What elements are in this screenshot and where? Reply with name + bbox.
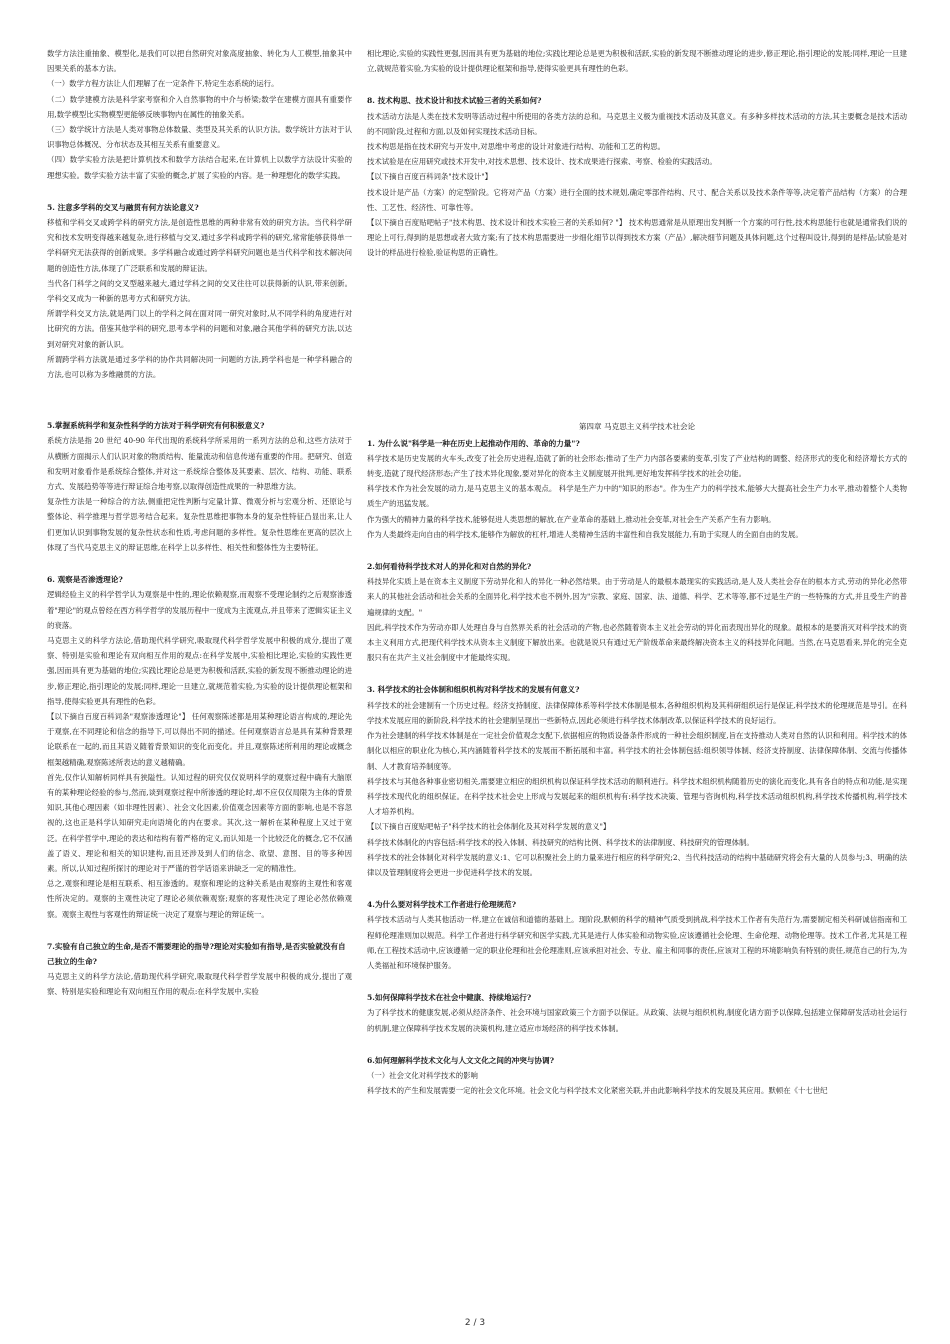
paragraph: 移植和学科交叉或跨学科的研究方法,是创造性思维的两种非常有效的研究方法。当代科学研究和技术发明变得越来越复杂,进行移植与交叉,通过多学科或跨学科的研究,常常能够获得单一学科研究无法获得的创新成果。多学科融合或通过跨学科研究问题也是当代科学和技术解决问题的创造性方法,体现了广泛联系和发展的辩证法。 bbox=[47, 218, 352, 273]
paragraph: 【以下摘自百度贴吧帖子"科学技术的社会体制化及其对科学发展的意义"】 bbox=[367, 822, 611, 832]
question-heading: 5.如何保障科学技术在社会中健康、持续地运行? bbox=[367, 993, 532, 1003]
paragraph: 【以下摘自百度百科词条"观察渗透理论"】 任何观察陈述都是用某种理论语言构成的,理论先于观察,在不同理论和信念的指导下,可以得出不同的描述。任何观察语言总是具有某种背景理论联系在一起的,而且其语义随着背景知识的变化而变化。并且,观察陈述所利用的理论或概念框架越精确,观察陈述所表达的意义越精确。 bbox=[47, 711, 352, 767]
paragraph: 因此,科学技术作为劳动亦即人处理自身与自然界关系的社会活动的产物,也必然随着资本主义社会劳动的异化而表现出异化的现象。最根本的是要消灭对科学技术的资本主义利用方式,把现代科学技术从资本主义制度下解放出来。也就是说只有通过无产阶级革命来最终解决资本主义的科技异化问题。当然,在马克思看来,异化的完全克服只有在共产主义社会制度中才能最终实现。 bbox=[367, 622, 907, 663]
spacer bbox=[367, 665, 907, 682]
paragraph: 科学技术的产生和发展需要一定的社会文化环境。社会文化与科学技术文化紧密关联,并由此影响科学技术的发展及其应用。默顿在《十七世纪 bbox=[367, 1086, 828, 1096]
paragraph: 技术活动方法是人类在技术发明等活动过程中所使用的各类方法的总和。马克思主义极为重视技术活动及其意义。有多种多样技术活动的方法,其主要概念是技术活动的不同阶段,过程和方面,以及如何实现技术活动目标。 bbox=[367, 111, 907, 136]
question-heading: 8. 技术构思、技术设计和技术试验三者的关系如何? bbox=[367, 96, 542, 106]
spacer bbox=[47, 183, 352, 200]
spacer bbox=[47, 382, 352, 418]
paragraph: 【以下摘自百度百科词条"技术设计"】 bbox=[367, 172, 493, 182]
paragraph: 数学方法注重抽象、模型化,是我们可以把自然研究对象高度抽象、转化为人工模型,抽象其中因果关系的基本方法。 bbox=[47, 49, 352, 74]
paragraph: 科学技术活动与人类其他活动一样,建立在诚信和道德的基础上。现阶段,默顿的科学的精神气质受到挑战,科学技术工作者有失范行为,需要制定相关科研诚信指南和工程师伦理准则加以规范。科学工作者进行科学研究和医学实践,尤其是进行人体实验和动物实验,应该遵循社会伦理、生命伦理、动物伦理等。技术工作者,尤其是工程师,在工程技术活动中,应该遵循一定的职业伦理和社会伦理准则,应该承担对社会、专业、雇主和同事的责任,应该对工程的环境影响负有特别的责任,规范自己的行为,为人类福祉和环境保护服务。 bbox=[367, 915, 907, 970]
question-heading: 6. 观察是否渗透理论? bbox=[47, 575, 123, 585]
paragraph: （四）数学实验方法是把计算机技术和数学方法结合起来,在计算机上以数学方法设计实验的理想实验。数学实验方法丰富了实验的概念,扩展了实验的内容。是一种理想化的数学实践。 bbox=[47, 155, 352, 180]
paragraph: 科学技术体制化的内容包括:科学技术的投入体制、科技研究的结构比例、科学技术的法律制度、科技研究的管理体制。 bbox=[367, 837, 754, 847]
paragraph: 当代各门科学之间的交叉型越来越大,通过学科之间的交叉往往可以获得新的认识,带来创新。学科交叉成为一种新的思考方式和研究方法。 bbox=[47, 278, 352, 304]
question-heading: 5.掌握系统科学和复杂性科学的方法对于科学研究有何积极意义? bbox=[47, 421, 265, 431]
spacer bbox=[367, 973, 907, 990]
question-heading: 5. 注意多学科的交叉与融贯有何方法论意义? bbox=[47, 202, 199, 212]
paragraph: 科学技术是历史发展的火车头,改变了社会历史进程,造就了新的社会形态;推动了生产力内部各要素的变革,引发了产业结构的调整、经济形式的变化和经济增长方式的转变,造就了现代经济形态;产生了技术异化现象,要对异化的资本主义制度展开批判,更好地发挥科学技术的社会功能。 bbox=[367, 453, 907, 479]
paragraph: 科学技术的社会体制化对科学发展的意义:1、它可以积聚社会上的力量来进行相应的科学研究;2、当代科技活动的结构中基础研究将会有大量的人员参与;3、明确的法律以及管理制度将会更进一步促进科学技术的发展。 bbox=[367, 852, 907, 877]
paragraph: 逻辑经验主义的科学哲学认为观察是中性的,理论依赖观察,而观察不受理论制约之后观察渗透着"理论"的观点曾经在西方科学哲学的发展历程中一度成为主流观点,并且带来了逻辑实证主义的衰落。 bbox=[47, 590, 352, 630]
paragraph: 技术试验是在应用研究或技术开发中,对技术思想、技术设计、技术成果进行探索、考察、检验的实践活动。 bbox=[367, 157, 717, 167]
paragraph: 马克思主义的科学方法论,借助现代科学研究,吸取现代科学哲学发展中积极的成分,提出了观察、特别是实验和理论有双向相互作用的观点:在科学发展中,实验相比理论,实验的实践性更强,因而具有更为基础的地位;实践比理论总是更为积极和活跃,实验的新发现不断推动理论的进步,修正理论,指引理论的发展;同样,理论一旦建立,就规范着实验,为实验的设计提供理论框架和指导,使得实验更具有理性的色彩。 bbox=[47, 635, 352, 706]
paragraph: 所谓跨学科方法就是通过多学科的协作共同解决同一问题的方法,跨学科也是一种学科融合的方法,也可以称为多维融贯的方法。 bbox=[47, 354, 352, 380]
paragraph: 作为强大的精神力量的科学技术,能够促进人类思想的解放,在产业革命的基础上,推动社会变革,对社会生产关系产生有力影响。 bbox=[367, 514, 776, 524]
page-number: 2 / 3 bbox=[464, 1318, 486, 1328]
question-heading: 7.实验有自己独立的生命,是否不需要理论的指导?理论对实验如有指导,是否实验就没有自己独立的生命? bbox=[47, 941, 346, 966]
paragraph: 作为人类最终走向自由的科学技术,能够作为解放的杠杆,增进人类精神生活的丰富性和自我发展能力,有助于实现人的全面自由的发展。 bbox=[367, 529, 803, 539]
paragraph: 首先,仅作认知解析同样具有狭隘性。认知过程的研究仅仅说明科学的观察过程中确有大脑原有的某种理论经验的参与,然而,谈到观察过程中所渗透的理论时,却不应仅仅局限为主体的背景知识,其他心理因素（如非理性因素）、社会文化因素,价值观念因素等方面的影响,也是不容忽视的,这也正是科学认知研究走向语境化的内在要求。其次,这一解析在某种程度上又过于宽泛。在科学哲学中,理论的表达和结构有着严格的定义,而认知是一个比较泛化的概念,它不仅涵盖了语义、理论和相关的知识建构,而且还涉及到人们的信念、欲望、意图、目的等多种因素。所以,认知过程所探讨的理论对于严谨的哲学话语来讲缺乏一定的精准性。 bbox=[47, 772, 352, 873]
question-heading: 4.为什么要对科学技术工作者进行伦理规范? bbox=[367, 900, 517, 910]
paragraph: （一）数学方程方法让人们理解了在一定条件下,特定生态系统的运行。 bbox=[47, 79, 279, 89]
right-column bbox=[367, 46, 907, 1098]
spacer bbox=[47, 555, 352, 572]
paragraph: 为了科学技术的健康发展,必须从经济条件、社会环境与国家政策三个方面予以保证。从政策、法规与组织机构,制度化诸方面予以保障,包括建立保障研发活动社会运行的机制,建立保障科学技术发展的决策机构,建立适应市场经济的科学技术体制。 bbox=[367, 1008, 907, 1033]
spacer bbox=[367, 542, 907, 559]
question-heading: 3. 科学技术的社会体制和组织机构对科学技术的发展有何意义? bbox=[367, 685, 580, 695]
question-heading: 6.如何理解科学技术文化与人文文化之间的冲突与协调? bbox=[367, 1055, 555, 1065]
paragraph: 科学技术与其他各种事业密切相关,需要建立相应的组织机构以保证科学技术活动的顺利进行。科学技术组织机构随着历史的演化而变化,具有各自的特点和功能,是实现科学技术现代化的组织保证。在科学技术社会史上形成与发展起来的组织机构有:科学技术决策、管理与咨询机构,科学技术活动组织机构,科学技术传播机构,科学技术人才培养机构。 bbox=[367, 776, 907, 817]
paragraph: 总之,观察和理论是相互联系、相互渗透的。观察和理论的这种关系是由观察的主观性和客观性所决定的。观察的主观性决定了理论必须依赖观察;观察的客观性决定了理论必然依赖观察。观察主观性与客观性的辩证统一决定了观察与理论的辩证统一。 bbox=[47, 879, 352, 919]
paragraph: 相比理论,实验的实践性更强,因而具有更为基础的地位;实践比理论总是更为积极和活跃,实验的新发现不断推动理论的进步,修正理论,指引理论的发展;同样,理论一旦建立,就规范着实验,为实验的设计提供理论框架和指导,使得实验更具有理性的色彩。 bbox=[367, 49, 907, 74]
paragraph: 作为社会建制的科学技术体制是在一定社会价值观念支配下,依据相应的物质设备条件形成的一种社会组织制度,旨在支持推动人类对自然的认识和利用。科学技术的体制化以相应的职业化为核心,其内涵随着科学技术的发展而不断拓展和丰富。科学技术的社会体制包括:组织领导体制、经济支持制度、法律保障体制、交流与传播体制、人才教育培养制度等。 bbox=[367, 731, 907, 771]
paragraph: 科学技术作为社会发展的动力,是马克思主义的基本观点。 科学是生产力中的"知识的形态"。作为生产力的科学技术,能够大大提高社会生产力水平,推动着整个人类物质生产的迅猛发展。 bbox=[367, 484, 907, 509]
paragraph: 【以下摘自百度贴吧帖子"技术构思、技术设计和技术实验三者的关系如何? "】 技术构思通常是从原理出发判断一个方案的可行性,技术构思能行也就是通常我们说的理论上可行,得到的是思想或者大致方案;有了技术构思需要进一步细化细节以得到技术方案（产品）,解决细节问题及具体问题,这个过程叫设计,得到的是样品;试验是对设计的样品进行检验,验证构思的正确性。 bbox=[367, 218, 907, 258]
chapter-title: 第四章 马克思主义科学技术社会论 bbox=[578, 421, 696, 431]
paragraph: （三）数学统计方法是人类对事物总体数量、类型及其关系的认识方法。数学统计方法对于认识事物总体概况、分布状态及其相互关系有重要意义。 bbox=[47, 125, 352, 150]
paragraph: 所谓学科交叉方法,就是两门以上的学科之间在面对同一研究对象时,从不同学科的角度进行对比研究的方法。借鉴其他学科的研究,思考本学科的问题和对象,融合其他学科的研究方法,以达到对研究对象的新认识。 bbox=[47, 309, 352, 349]
paragraph: 系统方法是指 20 世纪 40-90 年代出现的系统科学所采用的一系列方法的总和,这些方法对于从横断方面揭示人们认识对象的物质结构、能量流动和信息传递有重要的作用。把研究、创造和发明对象看作是系统综合整体,并对这一系统综合整体及其要素、层次、结构、功能、联系方式、发展趋势等等进行辩证综合地考察,以取得创造性成果的一种思维方法。 bbox=[47, 436, 352, 492]
paragraph: （一）社会文化对科学技术的影响 bbox=[367, 1070, 478, 1080]
paragraph: 马克思主义的科学方法论,借助现代科学研究,吸取现代科学哲学发展中积极的成分,提出了观察、特别是实验和理论有双向相互作用的观点:在科学发展中,实验 bbox=[47, 972, 352, 997]
question-heading: 2.如何看待科学技术对人的异化和对自然的异化? bbox=[367, 562, 532, 572]
question-heading: 1. 为什么说"科学是一种在历史上起推动作用的、革命的力量"? bbox=[367, 438, 580, 448]
paragraph: 技术构思是指在技术研究与开发中,对思维中考虑的设计对象进行结构、功能和工艺的构思。 bbox=[367, 142, 665, 152]
paragraph: （二）数学建模方法是科学家考察和介入自然事物的中介与桥梁;数学在建模方面具有重要作用,数学模型比实物模型更能够反映事物内在属性的抽象关系。 bbox=[47, 94, 352, 119]
paragraph: 技术设计是产品（方案）的定型阶段。它将对产品（方案）进行全面的技术规划,确定零部件结构、尺寸、配合关系以及技术条件等等,决定着产品结构（方案）的合理性、工艺性、经济性、可靠性等。 bbox=[367, 187, 907, 212]
spacer bbox=[367, 1036, 907, 1053]
paragraph: 复杂性方法是一种综合的方法,侧重把定性判断与定量计算、微观分析与宏观分析、还原论与整体论、科学推理与哲学思考结合起来。复杂性思维把事物本身的复杂性特征凸显出来,让人们更加认识到事物发展的复杂性状态和性质,考虑问题的多样性。复杂性思维在更高的层次上体现了当代马克思主义的辩证思维,在科学上以多样性、相关性和整体性为主要特征。 bbox=[47, 497, 352, 552]
spacer bbox=[367, 76, 907, 93]
spacer bbox=[47, 922, 352, 939]
paragraph: 科技异化实质上是在资本主义制度下劳动异化和人的异化一种必然结果。由于劳动是人的最根本最现实的实践活动,是人及人类社会存在的根本方式,劳动的异化必然带来人的其他社会活动和社会关系的全面异化,科学技术也不例外,因为"宗教、家庭、国家、法、道德、科学、艺术等等,都不过是生产的一些特殊的方式,并且受生产的普遍规律的支配。" bbox=[367, 577, 907, 617]
spacer bbox=[367, 880, 907, 897]
left-column bbox=[47, 46, 352, 1000]
paragraph: 科学技术的社会建制有一个历史过程。经济支持制度、法律保障体系等科学技术体制是根本,各种组织机构及其科研组织运行是保证,科学技术的伦理规范是导引。在科学技术发展应用的新阶段,科学技术的社会建制呈现出一些新特点,因此必须进行科学技术体制改革,以保证科学技术的良好运行。 bbox=[367, 700, 907, 725]
